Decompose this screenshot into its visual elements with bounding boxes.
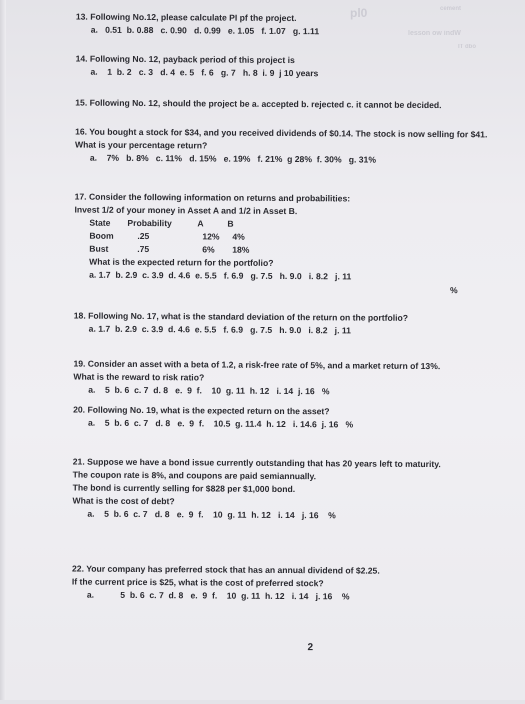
page-number: 2 <box>307 642 314 654</box>
table-cell: 6% <box>202 244 215 255</box>
bleed-through-text: pl0 <box>350 6 368 20</box>
answer-options: a. 7% b. 8% c. 11% d. 15% e. 19% f. 21% g 28% f. 30% g. 31% <box>89 152 377 165</box>
question-text: 14. Following No. 12, payback period of this project is <box>75 53 295 66</box>
question-text: 18. Following No. 17, what is the standard deviation of the return on the portfolio? <box>73 310 409 323</box>
bleed-through-text: cement <box>440 6 462 12</box>
table-cell: 18% <box>232 244 250 255</box>
bleed-through-text: lesson ow indW <box>408 30 461 37</box>
question-text: What is the reward to risk ratio? <box>73 371 205 383</box>
question-20 <box>73 404 353 432</box>
question-text: 22. Your company has preferred stock that has an annual dividend of $2.25. <box>71 563 380 576</box>
table-header: Probability <box>127 217 172 229</box>
question-text: The coupon rate is 8%, and coupons are paid semiannually. <box>72 469 317 482</box>
answer-options: a. 0.51 b. 0.88 c. 0.90 d. 0.99 e. 1.05 f. 1.07 g. 1.11 <box>90 24 320 37</box>
question-text: What is the expected return for the portfolio? <box>89 256 274 268</box>
question-15 <box>75 97 441 113</box>
question-text: 15. Following No. 12, should the project be a. accepted b. rejected c. it cannot be decided. <box>75 97 442 111</box>
table-cell: .75 <box>137 243 150 255</box>
question-text: Invest 1/2 of your money in Asset A and 1/2 in Asset B. <box>74 204 298 217</box>
question-17 <box>74 191 352 284</box>
question-text: 17. Consider the following information on returns and probabilities: <box>74 191 351 204</box>
question-text: 21. Suppose we have a bond issue currently outstanding that has 20 years left to maturity. <box>72 456 441 470</box>
bleed-through-text: IT dbo <box>458 44 476 50</box>
question-text: What is the cost of debt? <box>72 495 175 507</box>
answer-options: a. 5 b. 6 c. 7 d. 8 e. 9 f. 10.5 g. 11.4 h. 12 i. 14.6 j. 16 % <box>88 417 354 430</box>
question-text: The bond is currently selling for $828 per $1,000 bond. <box>72 482 296 495</box>
table-header: State <box>89 217 111 228</box>
unit-label: % <box>449 285 458 296</box>
question-text: 19. Consider an asset with a beta of 1.2, a risk-free rate of 5%, and a market return of 13%. <box>73 358 441 372</box>
answer-options: a. 5 b. 6 c. 7 d. 8 e. 9 f. 10 g. 11 h. 12 i. 14 j. 16 % <box>88 384 330 397</box>
question-text: 13. Following No.12, please calculate PI pf the project. <box>75 11 297 24</box>
table-cell: 4% <box>232 231 245 242</box>
question-22 <box>72 563 380 604</box>
table-cell: 12% <box>202 231 220 242</box>
question-13 <box>76 11 320 39</box>
question-text: 20. Following No. 19, what is the expected return on the asset? <box>73 404 330 417</box>
answer-options: a. 1.7 b. 2.9 c. 3.9 d. 4.6 e. 5.5 f. 6.9 g. 7.5 h. 9.0 i. 8.2 j. 11 <box>88 323 351 336</box>
question-21 <box>72 456 440 524</box>
table-cell: Bust <box>89 243 109 254</box>
question-19 <box>73 358 440 400</box>
question-text: What is your percentage return? <box>74 139 208 151</box>
table-header: A <box>197 218 204 229</box>
question-text: If the current price is $25, what is the cost of preferred stock? <box>71 576 324 589</box>
table-header: B <box>227 218 234 229</box>
question-18 <box>74 310 408 338</box>
question-14 <box>75 53 318 81</box>
answer-options: a. 5 b. 6 c. 7 d. 8 e. 9 f. 10 g. 11 h. 12 i. 14 j. 16 % <box>86 589 350 602</box>
table-cell: .25 <box>137 230 150 242</box>
table-cell: Boom <box>89 230 114 241</box>
question-16 <box>75 126 488 168</box>
answer-options: a. 5 b. 6 c. 7 d. 8 e. 9 f. 10 g. 11 h. 12 i. 14 j. 16 % <box>87 508 336 521</box>
answer-options: a. 1 b. 2 c. 3 d. 4 e. 5 f. 6 g. 7 h. 8 i. 9 j 10 years <box>90 66 319 79</box>
answer-options: a. 1.7 b. 2.9 c. 3.9 d. 4.6 e. 5.5 f. 6.9 g. 7.5 h. 9.0 i. 8.2 j. 11 <box>89 269 352 282</box>
question-text: 16. You bought a stock for $34, and you received dividends of $0.14. The stock is now selling for $41. <box>75 126 488 140</box>
